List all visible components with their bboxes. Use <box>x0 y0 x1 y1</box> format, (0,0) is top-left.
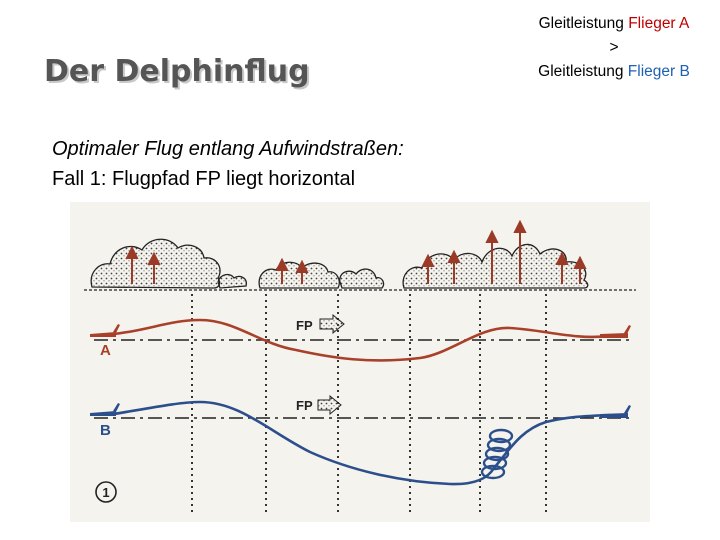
subtitle-line-2: Fall 1: Flugpfad FP liegt horizontal <box>52 168 356 190</box>
case-number: 1 <box>102 485 110 500</box>
glider-a-label: A <box>100 342 111 359</box>
subtitle-line-1: Optimaler Flug entlang Aufwindstraßen: <box>52 138 404 160</box>
slide-subtitle <box>52 134 404 194</box>
slide-title: Der Delphinflug <box>44 54 310 89</box>
glide-comparison <box>506 12 720 84</box>
glide-line-a-prefix: Gleitleistung <box>538 15 629 32</box>
glide-line-a <box>506 12 720 36</box>
dolphin-flight-diagram <box>70 202 650 522</box>
glide-line-b <box>506 60 720 84</box>
cloud-5 <box>218 275 246 288</box>
glider-b-label: B <box>100 422 111 439</box>
glide-line-b-prefix: Gleitleistung <box>538 63 628 80</box>
glider-a-name: Flieger A <box>628 15 690 32</box>
glider-b-name: Flieger B <box>627 63 690 80</box>
flightpath-a-label: FP <box>296 318 313 333</box>
glide-operator: > <box>609 39 619 56</box>
flightpath-b-label: FP <box>296 398 313 413</box>
